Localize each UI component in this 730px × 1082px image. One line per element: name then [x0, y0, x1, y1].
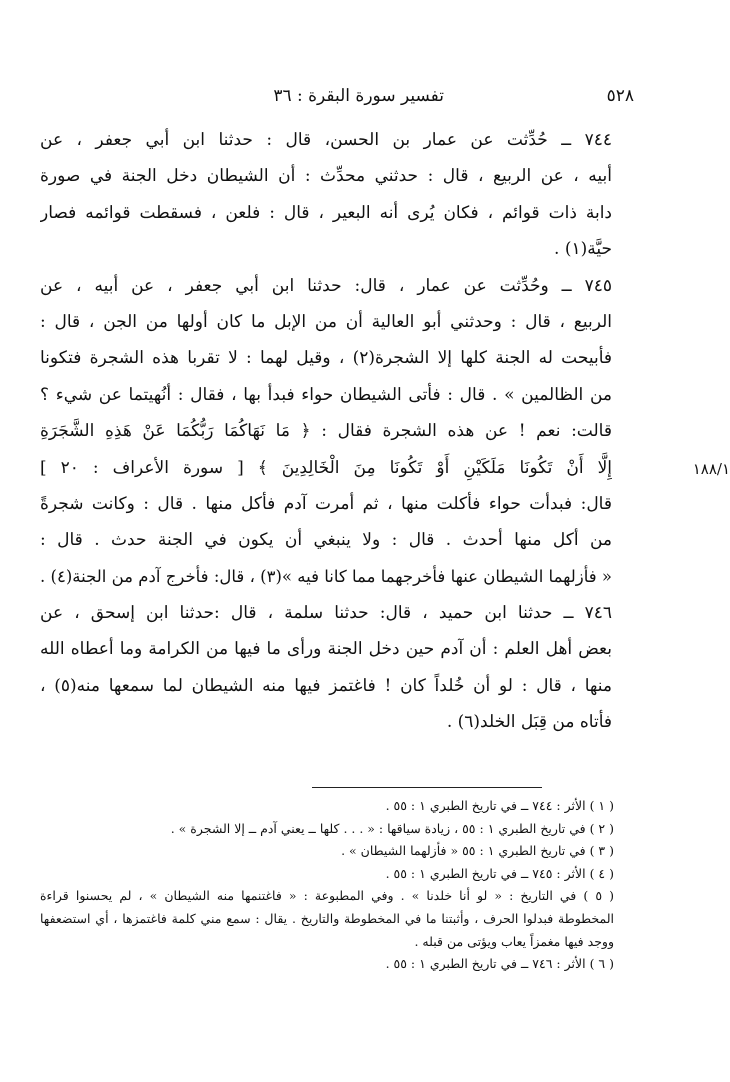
text-line: فأبيحت له الجنة كلها إلا الشجرة(٢) ، وقيل لهما : لا تقربا هذه الشجرة فتكونا [40, 348, 612, 369]
text-line: ٧٤٥ ــ وحُدِّثت عن عمار ، قال: حدثنا ابن أبي جعفر ، عن أبيه ، عن [40, 275, 612, 296]
quran-verse-line: قالت: نعم ! عن هذه الشجرة فقال : ﴿ مَا نَهَاكُمَا رَبُّكُمَا عَنْ هَذِهِ الشَّجَرَةِ [40, 421, 612, 442]
text-line: منها ، قال : لو أن خُلداً كان ! فاغتمز فيها منه الشيطان لما سمعها منه(٥) ، [40, 675, 612, 696]
text-line: من أكل منها أحدث . قال : ولا ينبغي أن يكون في الجنة حدث . قال : [40, 530, 612, 551]
footnote: ( ٣ ) في تاريخ الطبري ١ : ٥٥ « فأزلهما الشيطان » . [341, 843, 614, 859]
quran-verse-line: إِلَّا أَنْ تَكُونَا مَلَكَيْنِ أَوْ تَكُونَا مِنَ الْخَالِدِينَ ﴾ [ سورة الأعراف : ٢٠ ] [40, 457, 612, 478]
footnote: ( ٦ ) الأثر : ٧٤٦ ــ في تاريخ الطبري ١ : ٥٥ . [385, 956, 614, 972]
text-line: أبيه ، عن الربيع ، قال : حدثني محدِّث : أن الشيطان دخل الجنة في صورة [40, 166, 612, 187]
text-line: دابة ذات قوائم ، فكان يُرى أنه البعير ، قال : فلعن ، فسقطت قوائمه فصار [40, 202, 612, 223]
footnote: ( ١ ) الأثر : ٧٤٤ ــ في تاريخ الطبري ١ : ٥٥ . [385, 798, 614, 813]
text-line: « فأزلهما الشيطان عنها فأخرجهما مما كانا فيه »(٣) ، قال: فأخرج آدم من الجنة(٤) . [40, 566, 612, 586]
page-number: ٥٢٨ [606, 86, 634, 106]
text-line: فأتاه من قِبَل الخلد(٦) . [446, 712, 612, 733]
text-line: بعض أهل العلم : أن آدم حين دخل الجنة ورأى ما فيها من الكرامة وما أعطاه الله [40, 639, 612, 660]
footnote: ( ٥ ) في التاريخ : « لو أنا خلدنا » . وفي المطبوعة : « فاغتنمها منه الشيطان » ، لم يحسنوا قراءة [40, 888, 614, 904]
page-title: تفسير سورة البقرة : ٣٦ [273, 86, 444, 106]
footnote-divider [312, 787, 542, 788]
main-text [40, 122, 612, 741]
text-line: ٧٤٤ ــ حُدِّثت عن عمار بن الحسن، قال : حدثنا ابن أبي جعفر ، عن [40, 130, 612, 150]
footnote-continuation: ووجد فيها مغمزاً يعاب ويؤتى من قبله . [414, 933, 614, 949]
footnote: ( ٢ ) في تاريخ الطبري ١ : ٥٥ ، زيادة سياقها : « . . . كلها ــ يعني آدم ــ إلا الشجرة » . [170, 820, 614, 836]
text-line: من الظالمين » . قال : فأتى الشيطان حواء فبدأ بها ، فقال : أنُهيتما عن شيء ؟ [40, 384, 612, 405]
text-line: قال: فبدأت حواء فأكلت منها ، ثم أمرت آدم فأكل منها . قال : وكانت شجرةً [40, 493, 612, 514]
margin-reference: ١٨٨/١ [692, 460, 730, 478]
text-line: الربيع ، قال : وحدثني أبو العالية أن من الإبل ما كان أولها من الجن ، قال : [40, 311, 612, 332]
footnote-continuation: المخطوطة فبدلوا الحرف ، وأثبتنا ما في المخطوطة والتاريخ . يقال : سمع مني كلمة فاغتمزها ، أي استضعفها [40, 910, 614, 926]
footnotes [40, 795, 614, 976]
text-line: ٧٤٦ ــ حدثنا ابن حميد ، قال: حدثنا سلمة ، قال :حدثنا ابن إسحق ، عن [40, 603, 612, 624]
footnote: ( ٤ ) الأثر : ٧٤٥ ــ في تاريخ الطبري ١ : ٥٥ . [385, 865, 614, 881]
text-line: حيَّة(١) . [554, 239, 612, 260]
